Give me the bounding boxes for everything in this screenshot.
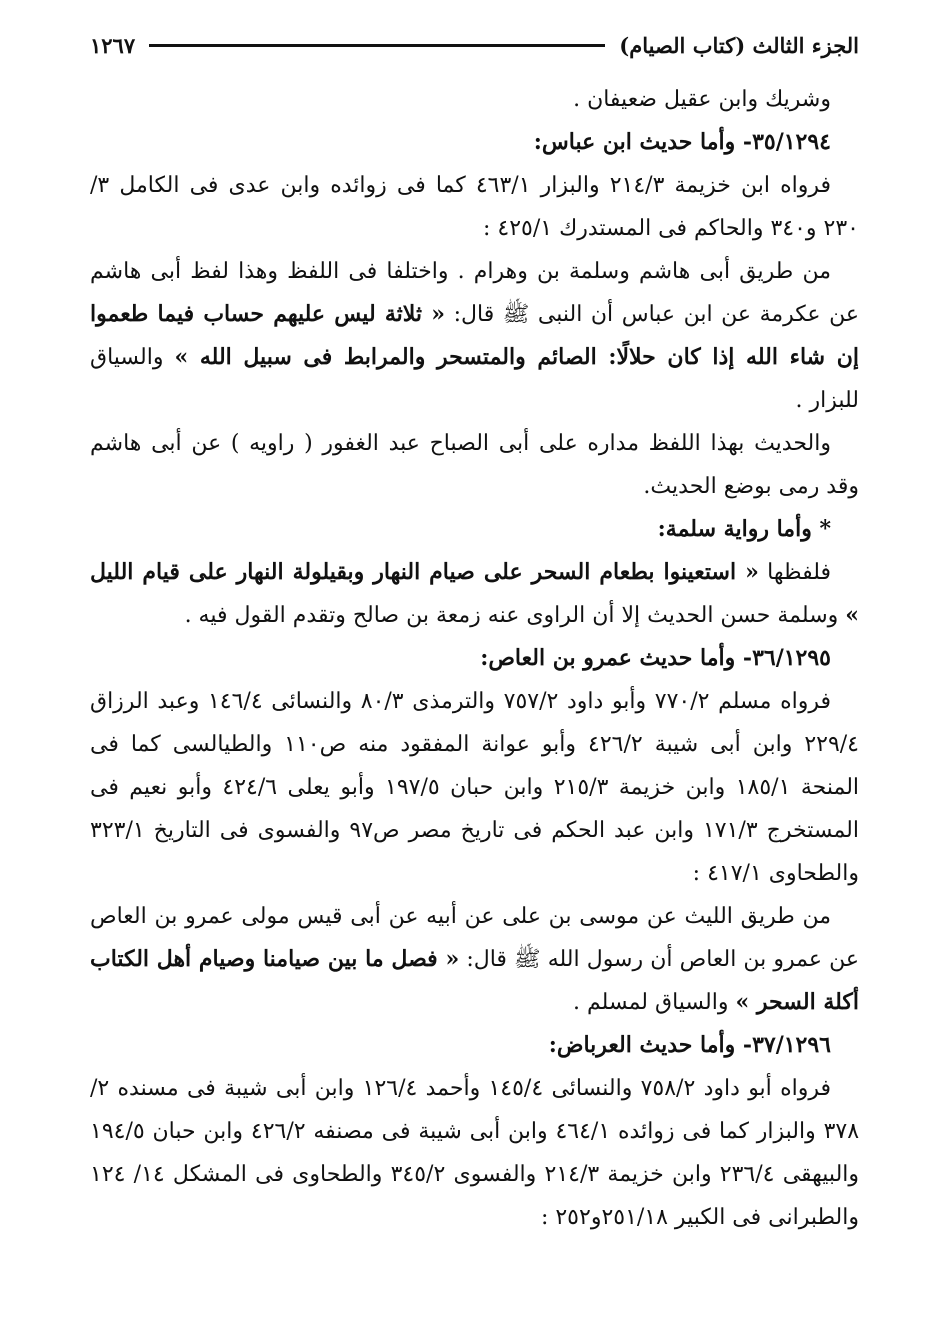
section-heading: ٣٥/١٢٩٤- وأما حديث ابن عباس: (533, 129, 831, 155)
running-title: الجزء الثالث (كتاب الصيام) (619, 32, 859, 58)
paragraph: فرواه مسلم ٧٧٠/٢ وأبو داود ٧٥٧/٢ والترمذى ٨٠/٣ والنسائى ١٤٦/٤ وعبد الرزاق ٢٢٩/٤ وابن أبى شيبة ٤٢٦/٢ وأبو عوانة المفقود منه ص١١٠ والطيالسى كما فى المنحة ١٨٥/١ وابن خزيمة ٢١٥/٣ وابن حبان ١٩٧/٥ وأبو يعلى ٤٢٤/٦ وأبو نعيم فى المستخرج ١٧١/٣ وابن عبد الحكم فى تاريخ مصر ص٩٧ والفسوى فى التاريخ ٣٢٣/١ والطحاوى ٤١٧/١ : (90, 689, 860, 886)
section-heading: * وأما رواية سلمة: (657, 516, 831, 542)
page-number: ١٢٦٧ (90, 32, 136, 58)
paragraph (90, 250, 859, 422)
paragraph-text: من طريق أبى هاشم وسلمة بن وهرام . واختلفا فى اللفظ وهذا لفظ أبى هاشم عن عكرمة عن ابن عباس أن النبى ﷺ قال: (90, 259, 859, 327)
hadith-quote: « ثلاثة ليس عليهم حساب فيما طعموا إن شاء الله إذا كان حلالًا: الصائم والمتسحر والمرابط فى سبيل الله » (90, 301, 859, 370)
header-rule (149, 44, 605, 47)
paragraph-text: فلفظها (767, 560, 831, 585)
hadith-quote: « استعينوا بطعام السحر على صيام النهار وبقيلولة النهار على قيام الليل » (90, 559, 859, 628)
paragraph-text: والسياق لمسلم . (573, 990, 729, 1015)
paragraph (90, 895, 859, 1024)
paragraph-text: والسياق للبزار . (90, 345, 859, 413)
paragraph (90, 551, 859, 637)
section-heading: ٣٦/١٢٩٥- وأما حديث عمرو بن العاص: (480, 645, 831, 671)
paragraph-text: وسلمة حسن الحديث إلا أن الراوى عنه زمعة بن صالح وتقدم القول فيه . (184, 603, 839, 628)
text-line: وشريك وابن عقيل ضعيفان . (573, 87, 831, 112)
paragraph: فرواه ابن خزيمة ٢١٤/٣ والبزار ٤٦٣/١ كما فى زوائده وابن عدى فى الكامل ٣/ ٢٣٠ و٣٤٠ والحاكم فى المستدرك ٤٢٥/١ : (90, 173, 859, 241)
paragraph: والحديث بهذا اللفظ مداره على أبى الصباح عبد الغفور ( راويه ) عن أبى هاشم وقد رمى بوضع الحديث. (90, 431, 859, 499)
section-heading: ٣٧/١٢٩٦- وأما حديث العرباض: (548, 1032, 831, 1058)
page-body (90, 78, 859, 1239)
paragraph: فرواه أبو داود ٧٥٨/٢ والنسائى ١٤٥/٤ وأحمد ١٢٦/٤ وابن أبى شيبة فى مسنده ٢/ ٣٧٨ والبزار كما فى زوائده ٤٦٤/١ وابن أبى شيبة فى مصنفه ٤٢٦/٢ وابن حبان ١٩٤/٥ والبيهقى ٢٣٦/٤ وابن خزيمة ٢١٤/٣ والفسوى ٣٤٥/٢ والطحاوى فى المشكل ١٤/ ١٢٤ والطبرانى فى الكبير ٢٥١/١٨و٢٥٢ : (90, 1076, 860, 1230)
paragraph-text: من طريق الليث عن موسى بن على عن أبيه عن أبى قيس مولى عمرو بن العاص عن عمرو بن العاص أن رسول الله ﷺ قال: (90, 904, 859, 972)
hadith-quote: « فصل ما بين صيامنا وصيام أهل الكتاب أكلة السحر » (90, 946, 859, 1015)
page-header (90, 30, 859, 60)
